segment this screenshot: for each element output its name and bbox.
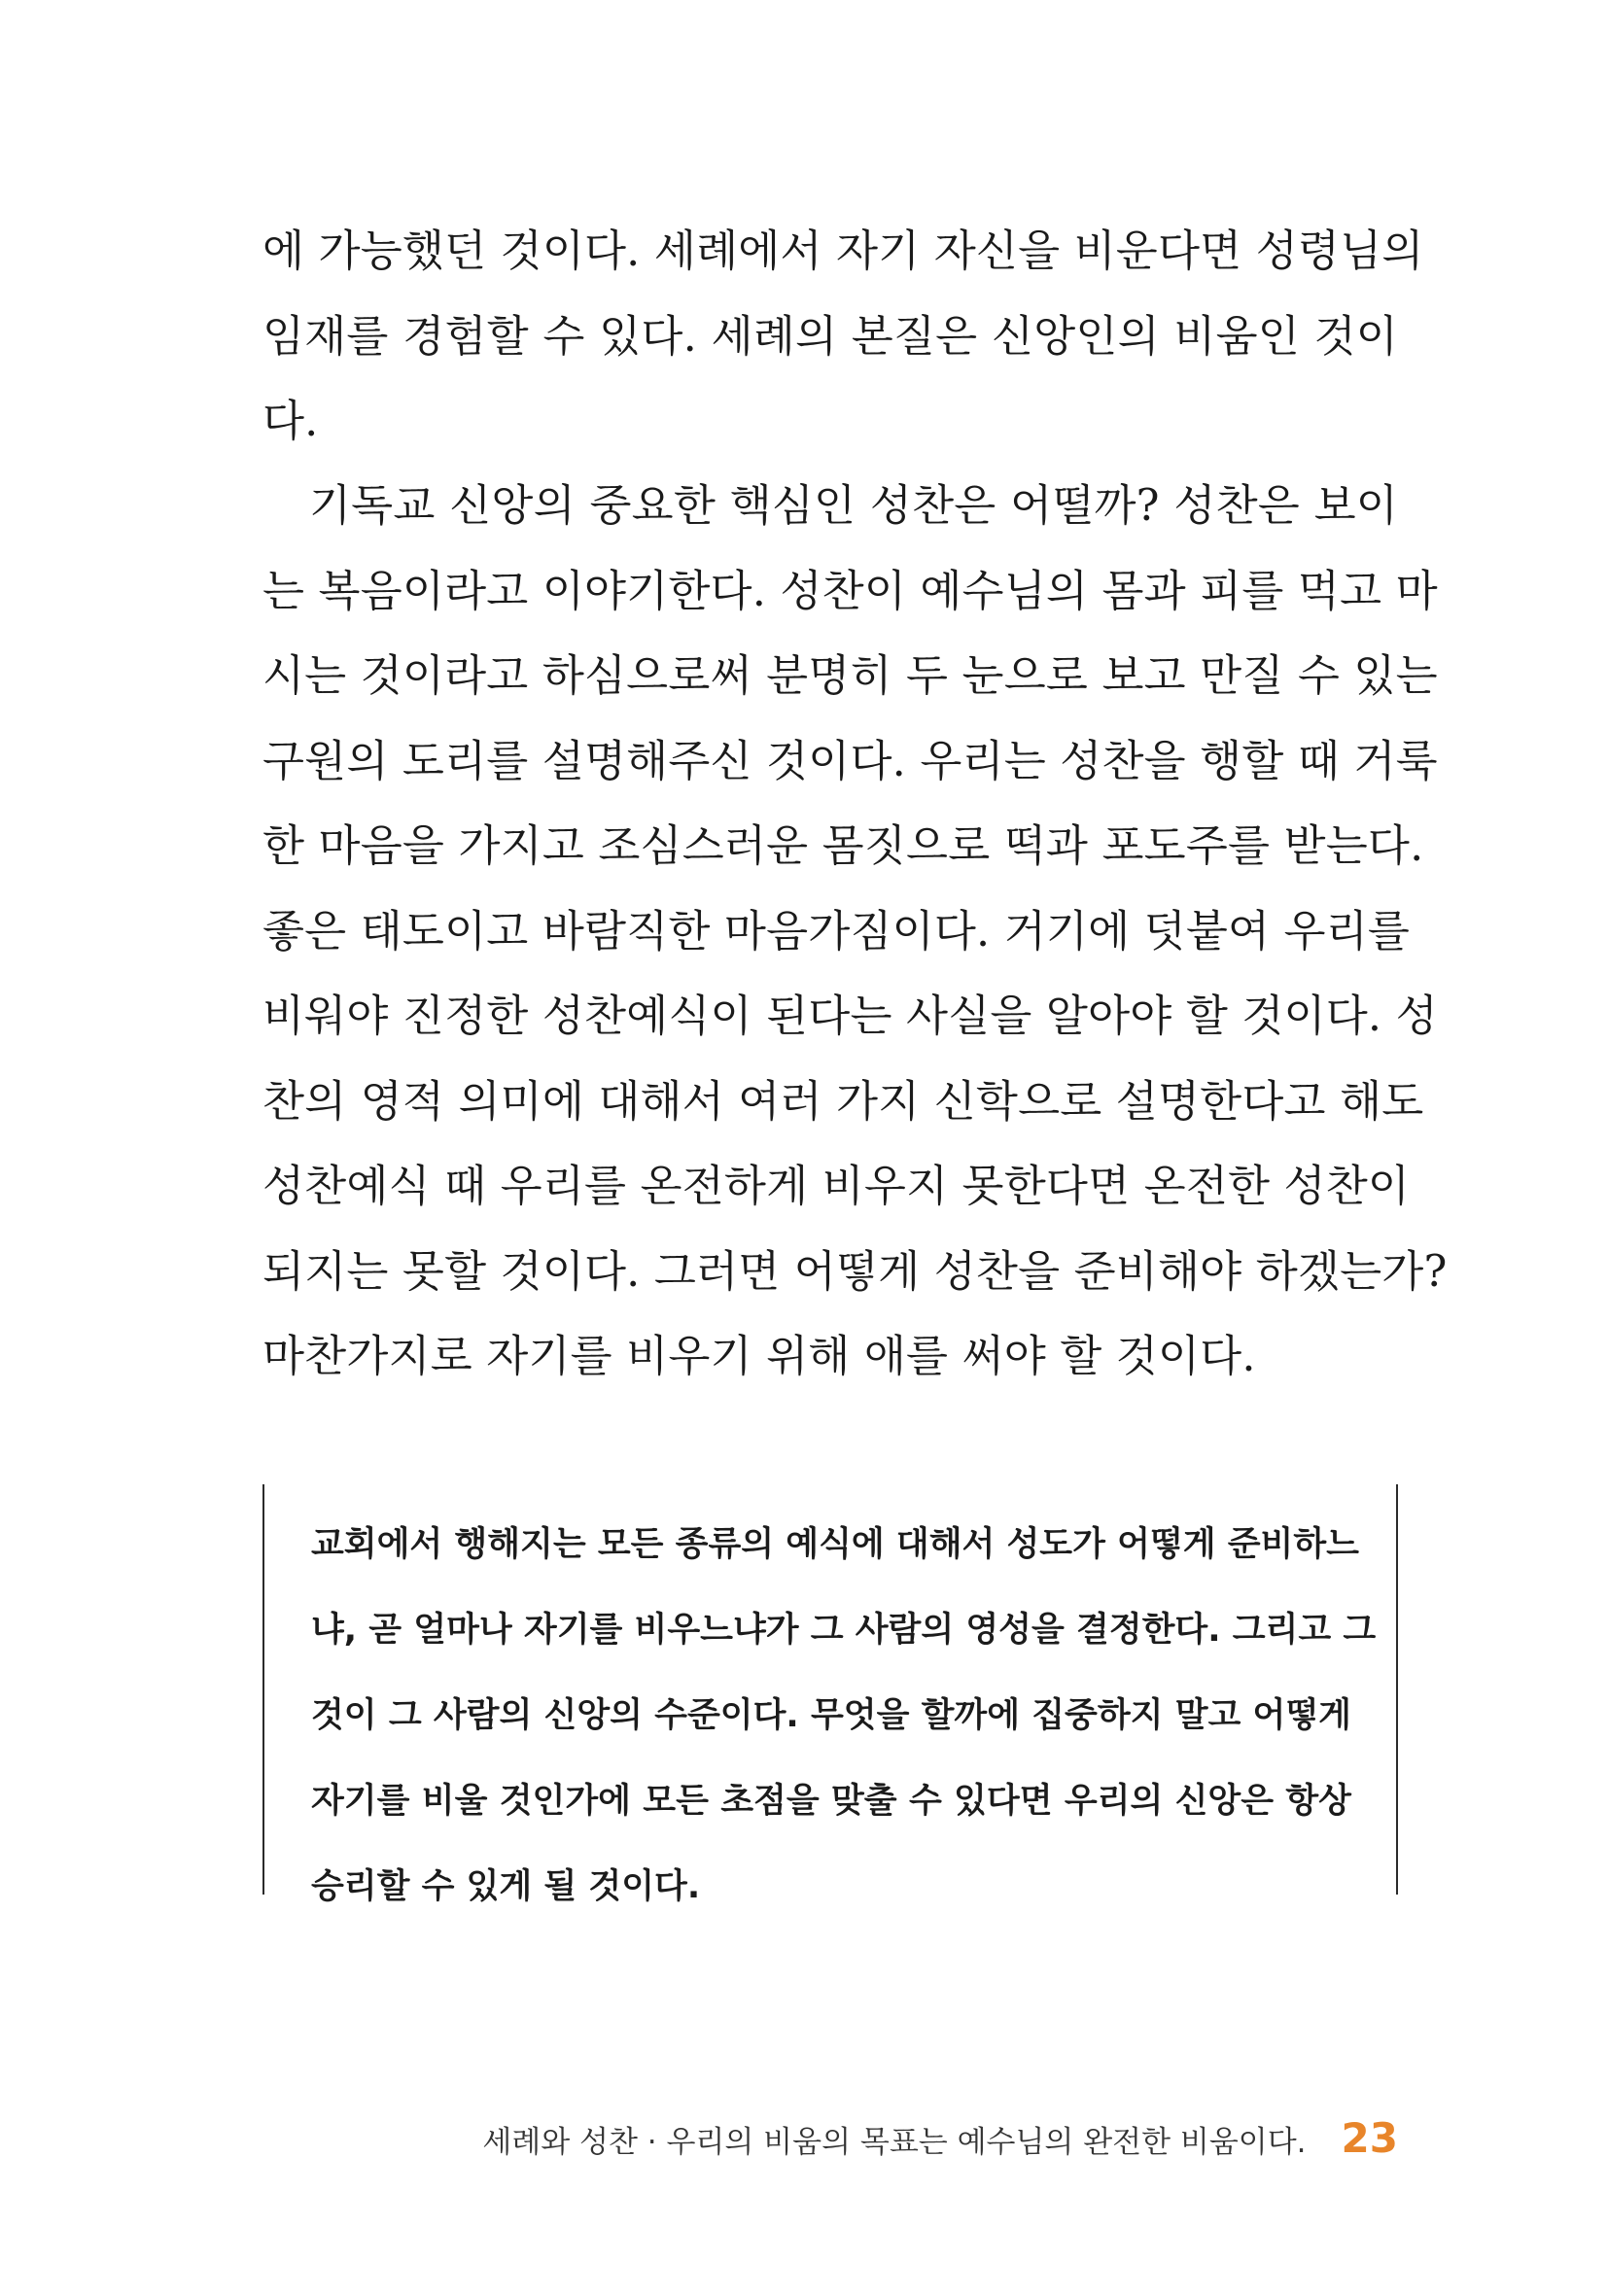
callout-line: 자기를 비울 것인가에 모든 초점을 맞출 수 있다면 우리의 신앙은 항상 xyxy=(311,1782,1351,1821)
page-number: 23 xyxy=(1341,2114,1398,2162)
body-line: 되지는 못할 것이다. 그러면 어떻게 성찬을 준비해야 하겠는가? xyxy=(262,1246,1448,1297)
body-line: 한 마음을 가지고 조심스러운 몸짓으로 떡과 포도주를 받는다. xyxy=(262,821,1424,871)
body-line: 에 가능했던 것이다. 세례에서 자기 자신을 비운다면 성령님의 xyxy=(262,226,1424,276)
body-line: 기독교 신앙의 중요한 핵심인 성찬은 어떨까? 성찬은 보이 xyxy=(309,481,1398,531)
body-line: 다. xyxy=(262,397,319,446)
body-line: 마찬가지로 자기를 비우기 위해 애를 써야 할 것이다. xyxy=(262,1332,1256,1381)
body-line: 좋은 태도이고 바람직한 마음가짐이다. 거기에 덧붙여 우리를 xyxy=(262,906,1411,957)
body-line: 시는 것이라고 하심으로써 분명히 두 눈으로 보고 만질 수 있는 xyxy=(262,651,1438,701)
body-line: 비워야 진정한 성찬예식이 된다는 사실을 알아야 할 것이다. 성 xyxy=(262,991,1438,1041)
body-line: 임재를 경험할 수 있다. 세례의 본질은 신앙인의 비움인 것이 xyxy=(262,311,1398,362)
body-paragraph-2 xyxy=(262,464,1448,1400)
body-line: 찬의 영적 의미에 대해서 여러 가지 신학으로 설명한다고 해도 xyxy=(262,1076,1424,1127)
callout-line: 냐, 곧 얼마나 자기를 비우느냐가 그 사람의 영성을 결정한다. 그리고 그 xyxy=(311,1611,1377,1650)
page-footer xyxy=(482,2114,1398,2173)
body-line: 는 복음이라고 이야기한다. 성찬이 예수님의 몸과 피를 먹고 마 xyxy=(262,566,1438,616)
body-line: 구원의 도리를 설명해주신 것이다. 우리는 성찬을 행할 때 거룩 xyxy=(262,736,1438,786)
callout-text xyxy=(311,1502,1377,1930)
callout-line: 승리할 수 있게 될 것이다. xyxy=(311,1867,701,1906)
callout-right-rule xyxy=(1396,1484,1398,1895)
body-line: 성찬예식 때 우리를 온전하게 비우지 못한다면 온전한 성찬이 xyxy=(262,1162,1411,1211)
callout-box xyxy=(262,1484,1398,1906)
callout-line: 것이 그 사람의 신앙의 수준이다. 무엇을 할까에 집중하지 말고 어떻게 xyxy=(311,1696,1351,1735)
body-paragraph-1 xyxy=(262,209,1424,465)
running-title: 세례와 성찬 · 우리의 비움의 목표는 예수님의 완전한 비움이다. xyxy=(482,2125,1307,2160)
callout-left-rule xyxy=(262,1484,264,1895)
callout-line: 교회에서 행해지는 모든 종류의 예식에 대해서 성도가 어떻게 준비하느 xyxy=(311,1525,1359,1564)
